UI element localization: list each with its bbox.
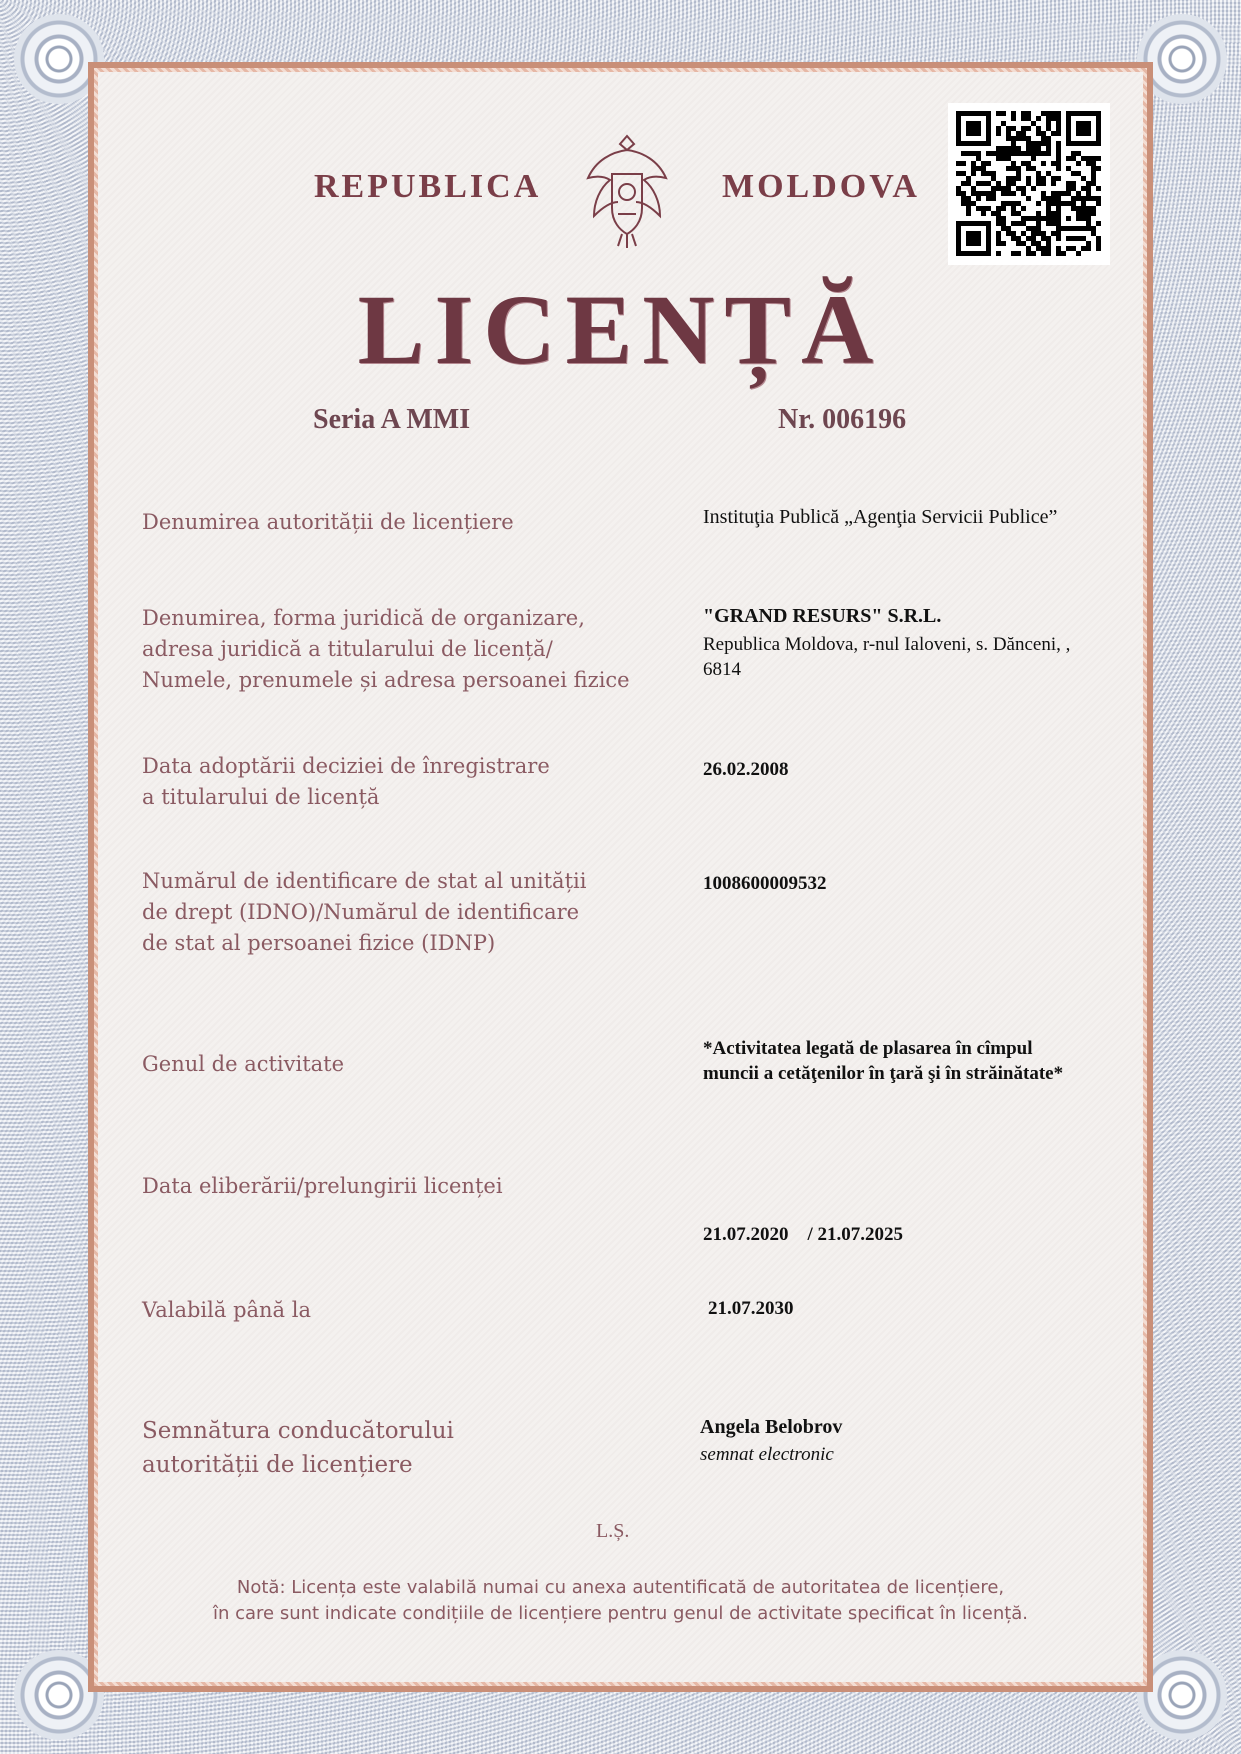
footer-note: Notă: Licența este valabilă numai cu anexa autentificată de autoritatea de licențiere, în care sunt indicate condițiile de licențiere pentru genul de activitate specificat în licență. bbox=[212, 1577, 1029, 1624]
series-label: Seria A MMI bbox=[313, 404, 471, 435]
coat-of-arms-icon bbox=[582, 130, 672, 250]
field-value-activity: *Activitatea legată de plasarea în cîmpul muncii a cetăţenilor în ţară şi în străinătate* bbox=[703, 1038, 1064, 1084]
field-label-registration-date: Data adoptării deciziei de înregistrare a titularului de licență bbox=[142, 754, 550, 809]
seal-placeholder: L.Ș. bbox=[596, 1520, 630, 1542]
field-value-signature bbox=[700, 1415, 842, 1467]
field-label-issue-date: Data eliberării/prelungirii licenței bbox=[142, 1174, 503, 1198]
field-value-authority: Instituţia Publică „Agenţia Servicii Publice” bbox=[703, 506, 1058, 528]
field-value-registration-date: 26.02.2008 bbox=[703, 759, 789, 780]
field-label-valid-until: Valabilă până la bbox=[142, 1298, 311, 1322]
country-left: REPUBLICA bbox=[314, 168, 542, 205]
field-label-holder: Denumirea, forma juridică de organizare, adresa juridică a titularului de licență/ Numele, prenumele și adresa persoanei fizice bbox=[142, 606, 630, 692]
field-value-holder bbox=[703, 604, 1070, 682]
holder-address-line-1: Republica Moldova, r-nul Ialoveni, s. Dănceni, , bbox=[703, 634, 1071, 655]
document-title: LICENȚĂ bbox=[357, 274, 884, 385]
field-label-idno: Numărul de identificare de stat al unității de drept (IDNO)/Numărul de identificare de stat al persoanei fizice (IDNP) bbox=[142, 869, 587, 955]
country-right: MOLDOVA bbox=[722, 168, 920, 205]
holder-address-line-2: 6814 bbox=[703, 659, 741, 680]
holder-name: "GRAND RESURS" S.R.L. bbox=[703, 605, 942, 627]
field-value-valid-until: 21.07.2030 bbox=[708, 1298, 794, 1319]
field-label-signature: Semnătura conducătorului autorității de licențiere bbox=[142, 1418, 454, 1478]
field-value-issue-date: 21.07.2020 / 21.07.2025 bbox=[703, 1224, 904, 1245]
signature-mode: semnat electronic bbox=[700, 1444, 834, 1465]
field-label-authority: Denumirea autorității de licențiere bbox=[142, 510, 514, 534]
field-value-idno: 1008600009532 bbox=[703, 873, 827, 894]
license-number: Nr. 006196 bbox=[778, 404, 907, 435]
field-label-activity: Genul de activitate bbox=[142, 1052, 345, 1076]
signatory-name: Angela Belobrov bbox=[700, 1416, 843, 1438]
